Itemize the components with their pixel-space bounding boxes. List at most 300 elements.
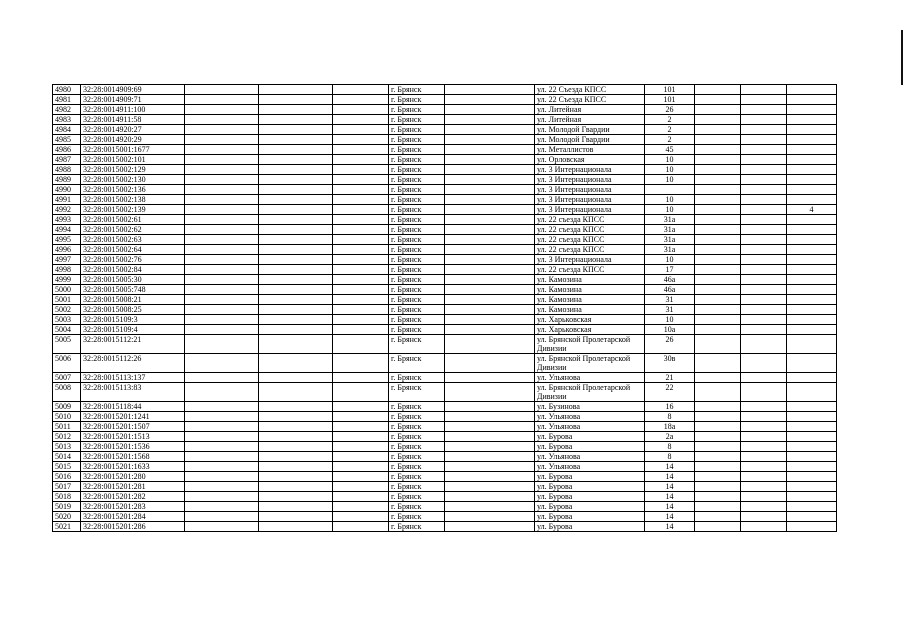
property-register-table (52, 84, 837, 532)
empty-cell (445, 115, 535, 125)
house-number-cell: 14 (645, 512, 695, 522)
empty-cell (333, 442, 389, 452)
empty-cell (741, 325, 787, 335)
street-cell: ул. 3 Интернационала (535, 195, 645, 205)
empty-cell (741, 85, 787, 95)
row-number-cell: 5005 (53, 335, 81, 354)
extra-value-cell (787, 482, 837, 492)
empty-cell (333, 275, 389, 285)
cadastral-number-cell: 32:28:0015201:1568 (81, 452, 185, 462)
street-cell: ул. Брянской Пролетарской Дивизии (535, 383, 645, 402)
empty-cell (445, 325, 535, 335)
table-row (53, 185, 837, 195)
empty-cell (185, 115, 259, 125)
empty-cell (259, 335, 333, 354)
empty-cell (333, 422, 389, 432)
row-number-cell: 5010 (53, 412, 81, 422)
empty-cell (185, 205, 259, 215)
empty-cell (741, 265, 787, 275)
empty-cell (333, 452, 389, 462)
cadastral-number-cell: 32:28:0015201:286 (81, 522, 185, 532)
table-row (53, 305, 837, 315)
cadastral-number-cell: 32:28:0015201:1633 (81, 462, 185, 472)
city-cell: г. Брянск (389, 442, 445, 452)
empty-cell (741, 305, 787, 315)
cadastral-number-cell: 32:28:0015002:129 (81, 165, 185, 175)
empty-cell (741, 285, 787, 295)
empty-cell (741, 522, 787, 532)
empty-cell (259, 195, 333, 205)
city-cell: г. Брянск (389, 105, 445, 115)
street-cell: ул. Бурова (535, 432, 645, 442)
row-number-cell: 4999 (53, 275, 81, 285)
house-number-cell: 22 (645, 383, 695, 402)
empty-cell (259, 472, 333, 482)
empty-cell (259, 522, 333, 532)
empty-cell (333, 315, 389, 325)
extra-value-cell (787, 265, 837, 275)
empty-cell (445, 85, 535, 95)
cadastral-number-cell: 32:28:0015002:139 (81, 205, 185, 215)
empty-cell (185, 175, 259, 185)
city-cell: г. Брянск (389, 95, 445, 105)
empty-cell (445, 175, 535, 185)
cadastral-number-cell: 32:28:0014909:69 (81, 85, 185, 95)
city-cell: г. Брянск (389, 295, 445, 305)
empty-cell (259, 245, 333, 255)
empty-cell (695, 452, 741, 462)
empty-cell (741, 195, 787, 205)
house-number-cell: 14 (645, 522, 695, 532)
empty-cell (185, 402, 259, 412)
empty-cell (333, 502, 389, 512)
house-number-cell: 31а (645, 245, 695, 255)
empty-cell (445, 255, 535, 265)
street-cell: ул. 22 съезда КПСС (535, 235, 645, 245)
empty-cell (445, 145, 535, 155)
cadastral-number-cell: 32:28:0015002:64 (81, 245, 185, 255)
table-row (53, 402, 837, 412)
table-row (53, 452, 837, 462)
house-number-cell: 21 (645, 373, 695, 383)
empty-cell (445, 422, 535, 432)
cadastral-number-cell: 32:28:0015201:284 (81, 512, 185, 522)
row-number-cell: 5008 (53, 383, 81, 402)
empty-cell (333, 85, 389, 95)
empty-cell (741, 125, 787, 135)
empty-cell (445, 482, 535, 492)
empty-cell (445, 275, 535, 285)
empty-cell (259, 462, 333, 472)
city-cell: г. Брянск (389, 472, 445, 482)
cadastral-number-cell: 32:28:0015201:1241 (81, 412, 185, 422)
empty-cell (333, 165, 389, 175)
city-cell: г. Брянск (389, 335, 445, 354)
empty-cell (333, 335, 389, 354)
table-row (53, 155, 837, 165)
cadastral-number-cell: 32:28:0015002:62 (81, 225, 185, 235)
table-row (53, 354, 837, 373)
table-row (53, 295, 837, 305)
empty-cell (259, 482, 333, 492)
city-cell: г. Брянск (389, 492, 445, 502)
house-number-cell: 8 (645, 452, 695, 462)
empty-cell (445, 225, 535, 235)
empty-cell (445, 105, 535, 115)
empty-cell (695, 305, 741, 315)
empty-cell (185, 354, 259, 373)
empty-cell (333, 295, 389, 305)
empty-cell (695, 482, 741, 492)
empty-cell (741, 165, 787, 175)
empty-cell (695, 195, 741, 205)
empty-cell (695, 185, 741, 195)
empty-cell (185, 185, 259, 195)
empty-cell (259, 315, 333, 325)
table-row (53, 315, 837, 325)
cadastral-number-cell: 32:28:0015201:1536 (81, 442, 185, 452)
city-cell: г. Брянск (389, 373, 445, 383)
empty-cell (259, 225, 333, 235)
table-row (53, 512, 837, 522)
row-number-cell: 4988 (53, 165, 81, 175)
city-cell: г. Брянск (389, 265, 445, 275)
city-cell: г. Брянск (389, 305, 445, 315)
empty-cell (259, 145, 333, 155)
empty-cell (695, 325, 741, 335)
cadastral-number-cell: 32:28:0014920:29 (81, 135, 185, 145)
empty-cell (695, 502, 741, 512)
row-number-cell: 5003 (53, 315, 81, 325)
cadastral-number-cell: 32:28:0015118:44 (81, 402, 185, 412)
street-cell: ул. 3 Интернационала (535, 165, 645, 175)
house-number-cell: 16 (645, 402, 695, 412)
empty-cell (695, 235, 741, 245)
cadastral-number-cell: 32:28:0015008:25 (81, 305, 185, 315)
house-number-cell: 10 (645, 155, 695, 165)
table-row (53, 462, 837, 472)
empty-cell (741, 373, 787, 383)
row-number-cell: 5002 (53, 305, 81, 315)
street-cell: ул. 22 Съезда КПСС (535, 95, 645, 105)
extra-value-cell (787, 422, 837, 432)
table-row (53, 105, 837, 115)
empty-cell (445, 195, 535, 205)
extra-value-cell (787, 165, 837, 175)
empty-cell (445, 185, 535, 195)
house-number-cell: 14 (645, 492, 695, 502)
city-cell: г. Брянск (389, 402, 445, 412)
city-cell: г. Брянск (389, 412, 445, 422)
empty-cell (445, 442, 535, 452)
empty-cell (741, 255, 787, 265)
extra-value-cell (787, 225, 837, 235)
row-number-cell: 5012 (53, 432, 81, 442)
empty-cell (695, 462, 741, 472)
empty-cell (741, 225, 787, 235)
extra-value-cell (787, 105, 837, 115)
table-row (53, 422, 837, 432)
street-cell: ул. 22 съезда КПСС (535, 215, 645, 225)
empty-cell (185, 462, 259, 472)
house-number-cell: 14 (645, 462, 695, 472)
city-cell: г. Брянск (389, 85, 445, 95)
empty-cell (695, 442, 741, 452)
city-cell: г. Брянск (389, 502, 445, 512)
street-cell: ул. Молодой Гвардии (535, 135, 645, 145)
empty-cell (741, 462, 787, 472)
row-number-cell: 4984 (53, 125, 81, 135)
empty-cell (185, 373, 259, 383)
table-row (53, 265, 837, 275)
empty-cell (333, 175, 389, 185)
city-cell: г. Брянск (389, 422, 445, 432)
cadastral-number-cell: 32:28:0015002:136 (81, 185, 185, 195)
empty-cell (695, 165, 741, 175)
empty-cell (185, 245, 259, 255)
empty-cell (185, 265, 259, 275)
empty-cell (333, 412, 389, 422)
table-row (53, 492, 837, 502)
cadastral-number-cell: 32:28:0015008:21 (81, 295, 185, 305)
empty-cell (333, 215, 389, 225)
extra-value-cell (787, 175, 837, 185)
empty-cell (695, 492, 741, 502)
house-number-cell (645, 185, 695, 195)
empty-cell (259, 185, 333, 195)
house-number-cell: 14 (645, 502, 695, 512)
house-number-cell: 31а (645, 235, 695, 245)
empty-cell (185, 412, 259, 422)
street-cell: ул. Ульянова (535, 412, 645, 422)
row-number-cell: 5013 (53, 442, 81, 452)
empty-cell (445, 512, 535, 522)
house-number-cell: 10а (645, 325, 695, 335)
extra-value-cell (787, 373, 837, 383)
empty-cell (445, 452, 535, 462)
table-row (53, 255, 837, 265)
empty-cell (333, 105, 389, 115)
house-number-cell: 10 (645, 165, 695, 175)
cadastral-number-cell: 32:28:0015002:61 (81, 215, 185, 225)
empty-cell (259, 442, 333, 452)
empty-cell (741, 335, 787, 354)
street-cell: ул. Бузинова (535, 402, 645, 412)
empty-cell (695, 373, 741, 383)
table-row (53, 373, 837, 383)
empty-cell (185, 522, 259, 532)
table-row (53, 335, 837, 354)
empty-cell (445, 492, 535, 502)
city-cell: г. Брянск (389, 383, 445, 402)
street-cell: ул. 3 Интернационала (535, 185, 645, 195)
table-row (53, 383, 837, 402)
empty-cell (741, 383, 787, 402)
empty-cell (185, 275, 259, 285)
empty-cell (185, 155, 259, 165)
empty-cell (741, 472, 787, 482)
empty-cell (333, 305, 389, 315)
house-number-cell: 31 (645, 295, 695, 305)
empty-cell (445, 265, 535, 275)
city-cell: г. Брянск (389, 325, 445, 335)
empty-cell (741, 512, 787, 522)
street-cell: ул. Ульянова (535, 452, 645, 462)
city-cell: г. Брянск (389, 452, 445, 462)
city-cell: г. Брянск (389, 125, 445, 135)
empty-cell (695, 245, 741, 255)
table-row (53, 115, 837, 125)
extra-value-cell (787, 275, 837, 285)
row-number-cell: 5011 (53, 422, 81, 432)
extra-value-cell (787, 185, 837, 195)
extra-value-cell (787, 462, 837, 472)
empty-cell (445, 522, 535, 532)
empty-cell (695, 285, 741, 295)
cadastral-number-cell: 32:28:0014920:27 (81, 125, 185, 135)
empty-cell (259, 285, 333, 295)
empty-cell (695, 135, 741, 145)
empty-cell (741, 502, 787, 512)
extra-value-cell (787, 522, 837, 532)
empty-cell (695, 85, 741, 95)
empty-cell (333, 95, 389, 105)
row-number-cell: 4980 (53, 85, 81, 95)
empty-cell (259, 275, 333, 285)
empty-cell (185, 472, 259, 482)
empty-cell (695, 354, 741, 373)
cadastral-number-cell: 32:28:0014911:58 (81, 115, 185, 125)
table-row (53, 285, 837, 295)
extra-value-cell (787, 315, 837, 325)
street-cell: ул. 22 съезда КПСС (535, 225, 645, 235)
city-cell: г. Брянск (389, 285, 445, 295)
empty-cell (445, 335, 535, 354)
extra-value-cell (787, 125, 837, 135)
empty-cell (185, 125, 259, 135)
empty-cell (185, 482, 259, 492)
row-number-cell: 5004 (53, 325, 81, 335)
empty-cell (185, 225, 259, 235)
house-number-cell: 2а (645, 432, 695, 442)
row-number-cell: 4994 (53, 225, 81, 235)
house-number-cell: 2 (645, 125, 695, 135)
empty-cell (741, 295, 787, 305)
empty-cell (185, 145, 259, 155)
city-cell: г. Брянск (389, 432, 445, 442)
empty-cell (333, 125, 389, 135)
empty-cell (741, 245, 787, 255)
empty-cell (695, 255, 741, 265)
city-cell: г. Брянск (389, 215, 445, 225)
table-row (53, 502, 837, 512)
house-number-cell: 14 (645, 472, 695, 482)
empty-cell (259, 402, 333, 412)
street-cell: ул. Бурова (535, 522, 645, 532)
table-row (53, 215, 837, 225)
extra-value-cell (787, 432, 837, 442)
empty-cell (185, 235, 259, 245)
street-cell: ул. Бурова (535, 512, 645, 522)
empty-cell (333, 135, 389, 145)
row-number-cell: 5017 (53, 482, 81, 492)
cadastral-number-cell: 32:28:0015002:76 (81, 255, 185, 265)
house-number-cell: 2 (645, 115, 695, 125)
cadastral-number-cell: 32:28:0015109:3 (81, 315, 185, 325)
cadastral-number-cell: 32:28:0014911:100 (81, 105, 185, 115)
street-cell: ул. Бурова (535, 472, 645, 482)
table-row (53, 95, 837, 105)
cadastral-number-cell: 32:28:0015005:748 (81, 285, 185, 295)
empty-cell (445, 383, 535, 402)
empty-cell (185, 195, 259, 205)
empty-cell (333, 205, 389, 215)
empty-cell (445, 285, 535, 295)
table-body (53, 85, 837, 532)
table-row (53, 175, 837, 185)
extra-value-cell (787, 325, 837, 335)
empty-cell (695, 115, 741, 125)
empty-cell (445, 215, 535, 225)
empty-cell (185, 335, 259, 354)
empty-cell (259, 295, 333, 305)
empty-cell (695, 432, 741, 442)
empty-cell (445, 373, 535, 383)
empty-cell (695, 402, 741, 412)
empty-cell (333, 462, 389, 472)
empty-cell (695, 472, 741, 482)
empty-cell (741, 442, 787, 452)
empty-cell (185, 452, 259, 462)
row-number-cell: 4983 (53, 115, 81, 125)
city-cell: г. Брянск (389, 205, 445, 215)
empty-cell (259, 432, 333, 442)
empty-cell (695, 422, 741, 432)
empty-cell (333, 482, 389, 492)
empty-cell (741, 155, 787, 165)
table-row (53, 472, 837, 482)
extra-value-cell (787, 285, 837, 295)
empty-cell (695, 512, 741, 522)
empty-cell (185, 422, 259, 432)
cadastral-number-cell: 32:28:0015201:281 (81, 482, 185, 492)
city-cell: г. Брянск (389, 522, 445, 532)
street-cell: ул. Камозина (535, 275, 645, 285)
cadastral-number-cell: 32:28:0015201:280 (81, 472, 185, 482)
extra-value-cell (787, 95, 837, 105)
empty-cell (741, 402, 787, 412)
city-cell: г. Брянск (389, 195, 445, 205)
empty-cell (185, 85, 259, 95)
row-number-cell: 4992 (53, 205, 81, 215)
cadastral-number-cell: 32:28:0015201:282 (81, 492, 185, 502)
empty-cell (259, 135, 333, 145)
extra-value-cell (787, 135, 837, 145)
empty-cell (333, 383, 389, 402)
extra-value-cell (787, 245, 837, 255)
house-number-cell: 14 (645, 482, 695, 492)
house-number-cell: 31а (645, 225, 695, 235)
city-cell: г. Брянск (389, 175, 445, 185)
extra-value-cell (787, 335, 837, 354)
street-cell: ул. Бурова (535, 482, 645, 492)
house-number-cell: 8 (645, 412, 695, 422)
street-cell: ул. Ульянова (535, 462, 645, 472)
empty-cell (333, 265, 389, 275)
cadastral-number-cell: 32:28:0015002:84 (81, 265, 185, 275)
table-row (53, 432, 837, 442)
empty-cell (695, 275, 741, 285)
